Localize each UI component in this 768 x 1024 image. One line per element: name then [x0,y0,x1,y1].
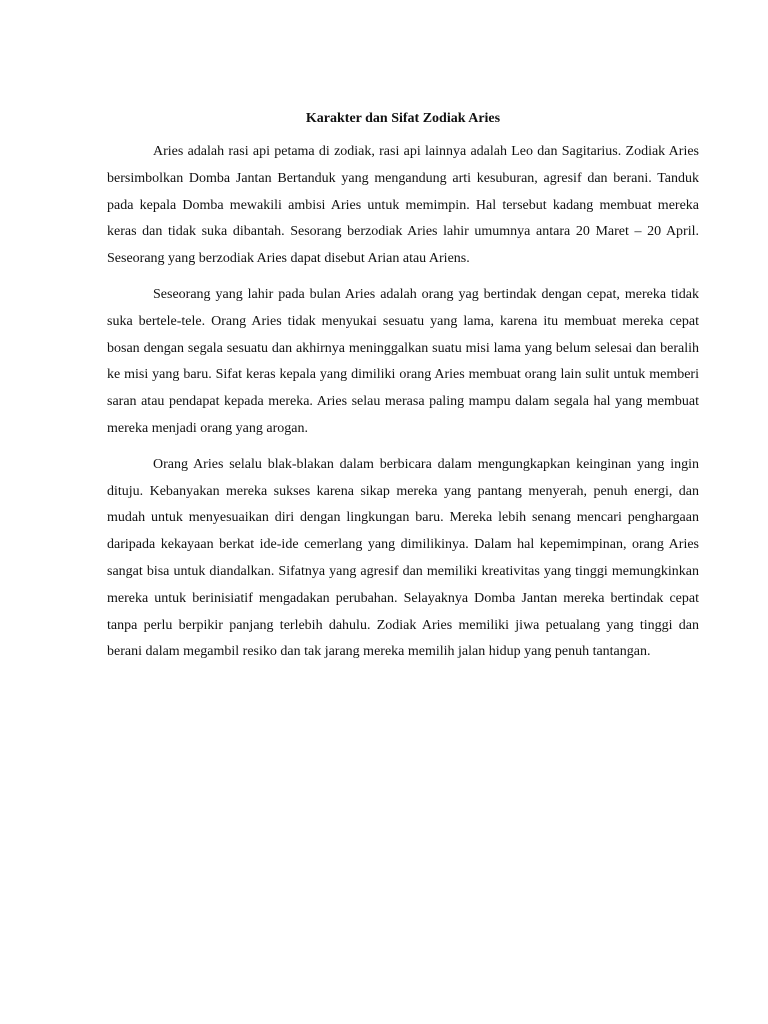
document-body [107,110,699,675]
paragraph-1: Aries adalah rasi api petama di zodiak, rasi api lainnya adalah Leo dan Sagitarius. Zodiak Aries bersimbolkan Domba Jantan Bertanduk yang mengandung arti kesuburan, agresif dan berani. Tanduk pada kepala Domba mewakili ambisi Aries untuk memimpin. Hal tersebut kadang membuat mereka keras dan tidak suka dibantah. Sesorang berzodiak Aries lahir umumnya antara 20 Maret – 20 April. Seseorang yang berzodiak Aries dapat disebut Arian atau Ariens. [107,144,699,267]
document-title: Karakter dan Sifat Zodiak Aries [305,111,501,126]
paragraph-3: Orang Aries selalu blak-blakan dalam berbicara dalam mengungkapkan keinginan yang ingin dituju. Kebanyakan mereka sukses karena sikap mereka yang pantang menyerah, penuh energi, dan mudah untuk menyesuaikan diri dengan lingkungan baru. Mereka lebih senang mencari penghargaan daripada kekayaan berkat ide-ide cemerlang yang dimilikinya. Dalam hal kepemimpinan, orang Aries sangat bisa untuk diandalkan. Sifatnya yang agresif dan memiliki kreativitas yang tinggi memungkinkan mereka untuk berinisiatif mengadakan perubahan. Selayaknya Domba Jantan mereka bertindak cepat tanpa perlu berpikir panjang terlebih dahulu. Zodiak Aries memiliki jiwa petualang yang tinggi dan berani dalam megambil resiko dan tak jarang mereka memilih jalan hidup yang penuh tantangan. [107,456,699,660]
paragraph-2: Seseorang yang lahir pada bulan Aries adalah orang yag bertindak dengan cepat, mereka tidak suka bertele-tele. Orang Aries tidak menyukai sesuatu yang lama, karena itu membuat mereka cepat bosan dengan segala sesuatu dan akhirnya meninggalkan suatu misi lama yang belum selesai dan beralih ke misi yang baru. Sifat keras kepala yang dimiliki orang Aries membuat orang lain sulit untuk memberi saran atau pendapat kepada mereka. Aries selau merasa paling mampu dalam segala hal yang membuat mereka menjadi orang yang arogan. [107,286,699,436]
